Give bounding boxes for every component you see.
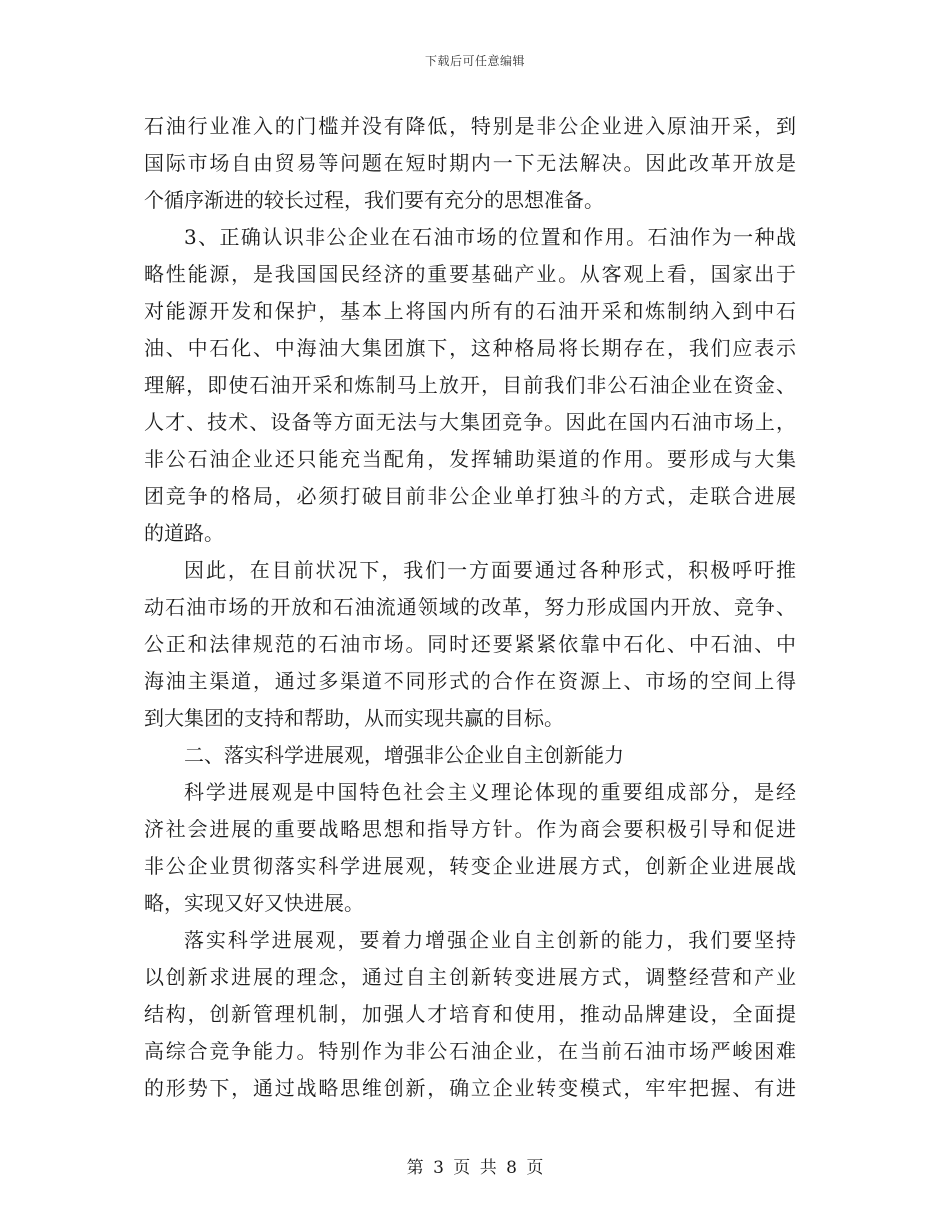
document-body	[144, 108, 796, 1107]
text-line: 略，实现又好又快进展。	[144, 891, 364, 915]
text-line: 石油行业准入的门槛并没有降低，特别是非公企业进入原油开采，到	[144, 114, 796, 138]
text-line: 到大集团的支持和帮助，从而实现共赢的目标。	[144, 706, 564, 730]
text-line: 的形势下，通过战略思维创新，确立企业转变模式，牢牢把握、有进	[144, 1076, 796, 1100]
text-line: 济社会进展的重要战略思想和指导方针。作为商会要积极引导和促进	[144, 817, 796, 841]
text-line: 国际市场自由贸易等问题在短时期内一下无法解决。因此改革开放是	[144, 151, 796, 175]
text-line: 海油主渠道，通过多渠道不同形式的合作在资源上、市场的空间上得	[144, 669, 796, 693]
text-line: 结构，创新管理机制，加强人才培育和使用，推动品牌建设，全面提	[144, 1002, 796, 1026]
text-line: 因此，在目前状况下，我们一方面要通过各种形式，积极呼吁推	[184, 558, 796, 582]
text-line: 以创新求进展的理念，通过自主创新转变进展方式，调整经营和产业	[144, 965, 796, 989]
text-line: 动石油市场的开放和石油流通领域的改革，努力形成国内开放、竞争、	[144, 595, 796, 619]
text-line: 二、落实科学进展观，增强非公企业自主创新能力	[184, 743, 624, 767]
text-line: 科学进展观是中国特色社会主义理论体现的重要组成部分，是经	[184, 780, 796, 804]
text-line: 非公企业贯彻落实科学进展观，转变企业进展方式，创新企业进展战	[144, 854, 796, 878]
text-line: 非公石油企业还只能充当配角，发挥辅助渠道的作用。要形成与大集	[144, 447, 796, 471]
text-line: 团竞争的格局，必须打破目前非公企业单打独斗的方式，走联合进展	[144, 484, 796, 508]
text-line: 高综合竞争能力。特别作为非公石油企业，在当前石油市场严峻困难	[144, 1039, 796, 1063]
text-line: 落实科学进展观，要着力增强企业自主创新的能力，我们要坚持	[184, 928, 796, 952]
page-header: 下载后可任意编辑	[424, 54, 525, 68]
text-line: 理解，即使石油开采和炼制马上放开，目前我们非公石油企业在资金、	[144, 373, 796, 397]
text-line: 个循序渐进的较长过程，我们要有充分的思想准备。	[144, 188, 604, 212]
text-line: 对能源开发和保护，基本上将国内所有的石油开采和炼制纳入到中石	[144, 299, 796, 323]
text-line: 的道路。	[144, 521, 224, 545]
page-footer: 第 3 页 共 8 页	[406, 1158, 544, 1178]
text-line: 油、中石化、中海油大集团旗下，这种格局将长期存在，我们应表示	[144, 336, 796, 360]
text-line: 3、正确认识非公企业在石油市场的位置和作用。石油作为一种战	[184, 225, 796, 249]
text-line: 人才、技术、设备等方面无法与大集团竞争。因此在国内石油市场上，	[144, 410, 796, 434]
text-line: 略性能源，是我国国民经济的重要基础产业。从客观上看，国家出于	[144, 262, 796, 286]
text-line: 公正和法律规范的石油市场。同时还要紧紧依靠中石化、中石油、中	[144, 632, 796, 656]
